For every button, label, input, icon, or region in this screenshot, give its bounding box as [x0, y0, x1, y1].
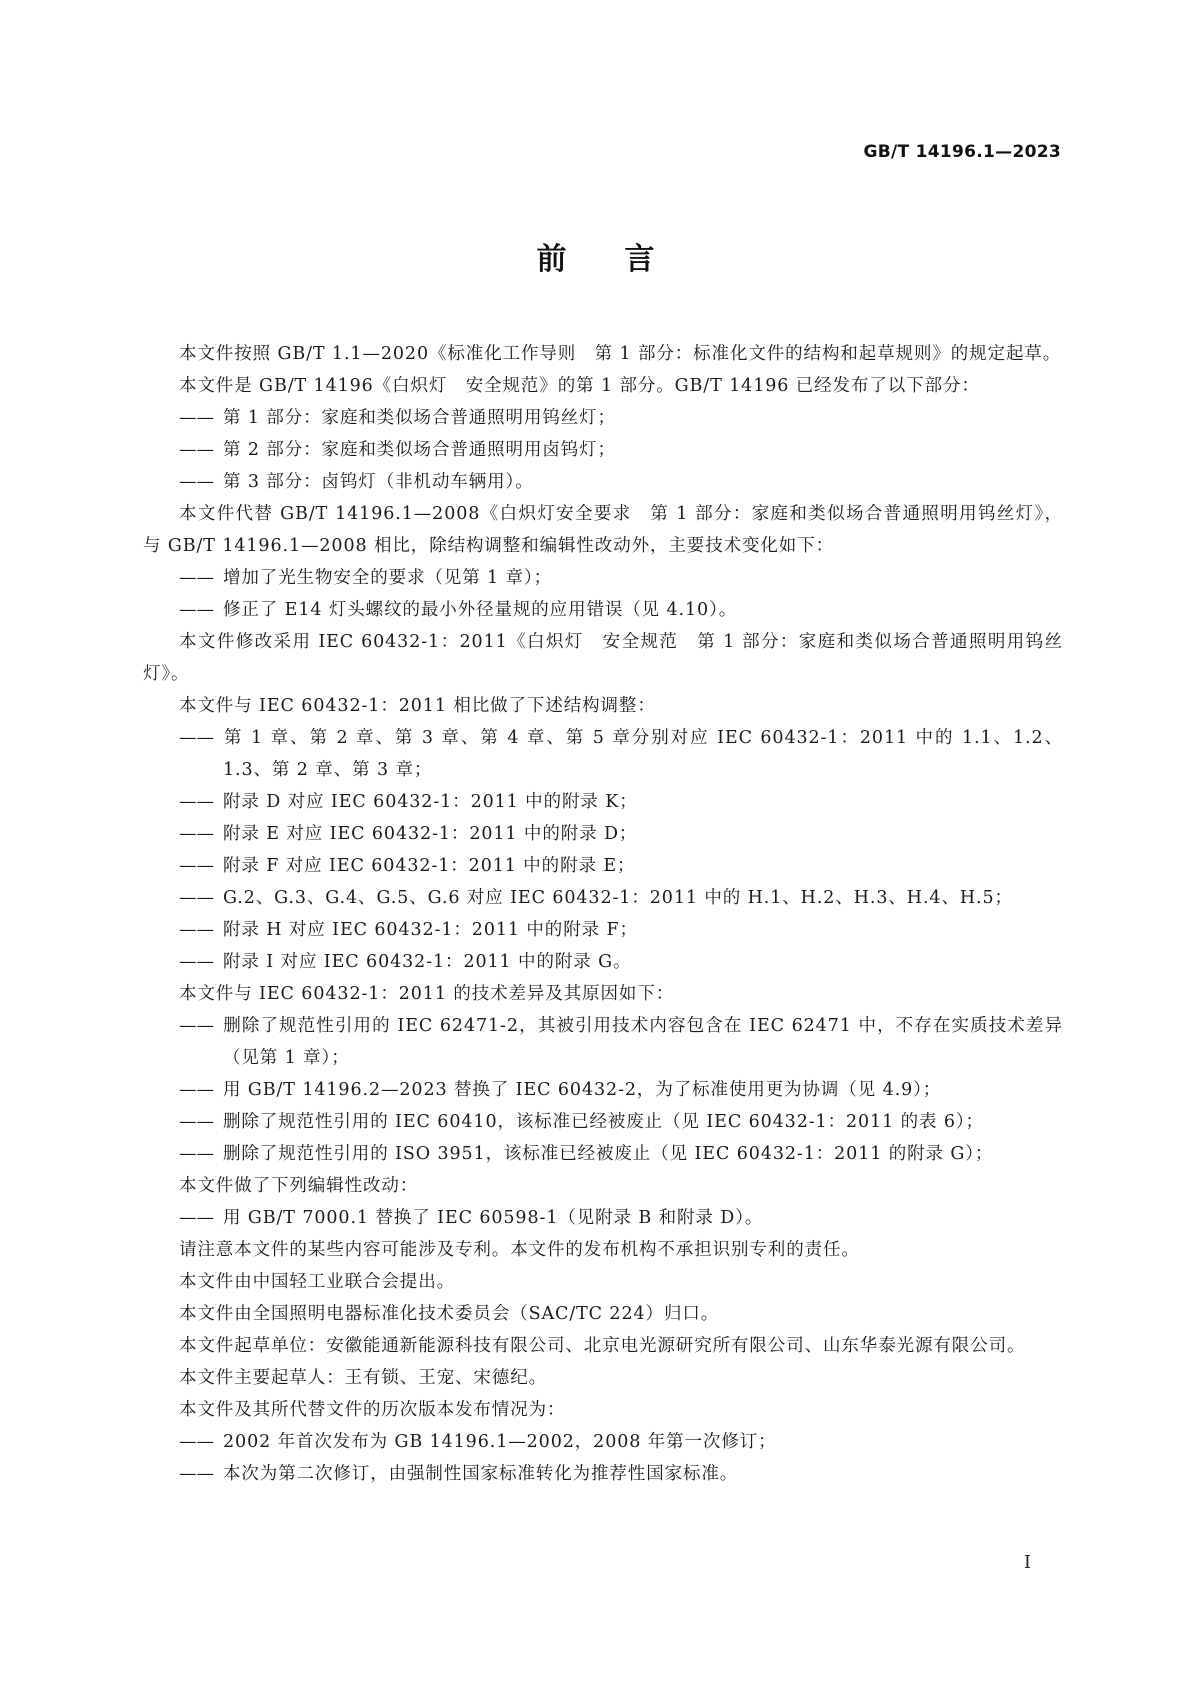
list-dash: ——	[179, 856, 214, 876]
list-item-text: 本次为第二次修订，由强制性国家标准转化为推荐性国家标准。	[223, 1464, 739, 1484]
list-dash: ——	[179, 440, 214, 460]
list-item-text: 第 3 部分：卤钨灯（非机动车辆用）。	[223, 472, 534, 492]
list-item	[179, 562, 1063, 594]
paragraph: 本文件与 IEC 60432-1：2011 的技术差异及其原因如下：	[179, 984, 675, 1004]
paragraph: 本文件代替 GB/T 14196.1—2008《白炽灯安全要求 第 1 部分：家庭和类似场合普通照明用钨丝灯》，与 GB/T 14196.1—2008 相比，除结构调整和编辑性改动外，主要技术变化如下：	[143, 504, 1063, 556]
list-item	[179, 594, 1063, 626]
paragraph: 本文件由全国照明电器标准化技术委员会（SAC/TC 224）归口。	[179, 1304, 720, 1324]
paragraph: 本文件由中国轻工业联合会提出。	[179, 1272, 455, 1292]
list-dash: ——	[179, 1080, 214, 1100]
list-item-text: 修正了 E14 灯头螺纹的最小外径量规的应用错误（见 4.10）。	[223, 600, 738, 620]
paragraph: 本文件及其所代替文件的历次版本发布情况为：	[179, 1400, 566, 1420]
paragraph: 请注意本文件的某些内容可能涉及专利。本文件的发布机构不承担识别专利的责任。	[179, 1240, 860, 1260]
list-item-text: 第 2 部分：家庭和类似场合普通照明用卤钨灯；	[223, 440, 616, 460]
list-dash: ——	[179, 1112, 214, 1132]
list-dash: ——	[179, 408, 214, 428]
list-dash: ——	[179, 472, 214, 492]
list-item	[179, 1426, 1063, 1458]
list-item	[179, 722, 1063, 786]
list-dash: ——	[179, 888, 214, 908]
list-item	[179, 1202, 1063, 1234]
page-number: I	[1023, 1552, 1031, 1573]
list-item-text: 第 1 章、第 2 章、第 3 章、第 4 章、第 5 章分别对应 IEC 60432-1：2011 中的 1.1、1.2、1.3、第 2 章、第 3 章；	[223, 728, 1063, 780]
list-item-text: 删除了规范性引用的 IEC 60410，该标准已经被废止（见 IEC 60432-1：2011 的表 6）；	[223, 1112, 984, 1132]
list-item-text: 附录 I 对应 IEC 60432-1：2011 中的附录 G。	[223, 952, 632, 972]
list-item-text: 附录 F 对应 IEC 60432-1：2011 中的附录 E；	[223, 856, 636, 876]
list-item	[179, 1074, 1063, 1106]
document-code-header: GB/T 14196.1—2023	[863, 142, 1061, 162]
list-item-text: 2002 年首次发布为 GB 14196.1—2002，2008 年第一次修订；	[223, 1432, 777, 1452]
list-item-text: 附录 D 对应 IEC 60432-1：2011 中的附录 K；	[223, 792, 638, 812]
list-item	[179, 1106, 1063, 1138]
page-title: 前言	[536, 242, 713, 277]
paragraph: 本文件与 IEC 60432-1：2011 相比做了下述结构调整：	[179, 696, 656, 716]
list-item	[179, 1010, 1063, 1074]
paragraph: 本文件按照 GB/T 1.1—2020《标准化工作导则 第 1 部分：标准化文件的结构和起草规则》的规定起草。	[179, 344, 1062, 364]
list-item-text: 增加了光生物安全的要求（见第 1 章）；	[223, 568, 553, 588]
list-item	[179, 786, 1063, 818]
paragraph: 本文件是 GB/T 14196《白炽灯 安全规范》的第 1 部分。GB/T 14196 已经发布了以下部分：	[179, 376, 980, 396]
list-item-text: 用 GB/T 7000.1 替换了 IEC 60598-1（见附录 B 和附录 D）。	[223, 1208, 764, 1228]
list-item-text: 附录 E 对应 IEC 60432-1：2011 中的附录 D；	[223, 824, 638, 844]
list-dash: ——	[179, 1432, 214, 1452]
list-dash: ——	[179, 600, 214, 620]
list-item	[179, 914, 1063, 946]
list-item	[179, 434, 1063, 466]
paragraph: 本文件主要起草人：王有锁、王宠、宋德纪。	[179, 1368, 547, 1388]
list-item	[179, 1138, 1063, 1170]
list-dash: ——	[179, 920, 214, 940]
list-item	[179, 882, 1063, 914]
list-item	[179, 466, 1063, 498]
list-item-text: 用 GB/T 14196.2—2023 替换了 IEC 60432-2，为了标准使用更为协调（见 4.9）；	[223, 1080, 942, 1100]
paragraph: 本文件起草单位：安徽能通新能源科技有限公司、北京电光源研究所有限公司、山东华泰光源有限公司。	[179, 1336, 1026, 1356]
list-dash: ——	[179, 824, 214, 844]
list-dash: ——	[179, 1208, 214, 1228]
list-item	[179, 946, 1063, 978]
list-dash: ——	[179, 1016, 214, 1036]
list-dash: ——	[179, 568, 214, 588]
list-item	[179, 402, 1063, 434]
list-dash: ——	[179, 952, 214, 972]
list-item-text: G.2、G.3、G.4、G.5、G.6 对应 IEC 60432-1：2011 中的 H.1、H.2、H.3、H.4、H.5；	[223, 888, 1013, 908]
paragraph: 本文件做了下列编辑性改动：	[179, 1176, 419, 1196]
list-dash: ——	[179, 1144, 214, 1164]
list-item-text: 第 1 部分：家庭和类似场合普通照明用钨丝灯；	[223, 408, 616, 428]
list-item-text: 删除了规范性引用的 ISO 3951，该标准已经被废止（见 IEC 60432-1：2011 的附录 G）；	[223, 1144, 994, 1164]
list-item	[179, 818, 1063, 850]
list-dash: ——	[179, 1464, 214, 1484]
list-item	[179, 1458, 1063, 1490]
list-item-text: 附录 H 对应 IEC 60432-1：2011 中的附录 F；	[223, 920, 638, 940]
list-item-text: 删除了规范性引用的 IEC 62471-2，其被引用技术内容包含在 IEC 62471 中，不存在实质技术差异（见第 1 章）；	[223, 1016, 1063, 1068]
foreword-body	[143, 338, 1063, 1490]
list-item	[179, 850, 1063, 882]
list-dash: ——	[179, 728, 214, 748]
list-dash: ——	[179, 792, 214, 812]
paragraph: 本文件修改采用 IEC 60432-1：2011《白炽灯 安全规范 第 1 部分：家庭和类似场合普通照明用钨丝灯》。	[143, 632, 1063, 684]
